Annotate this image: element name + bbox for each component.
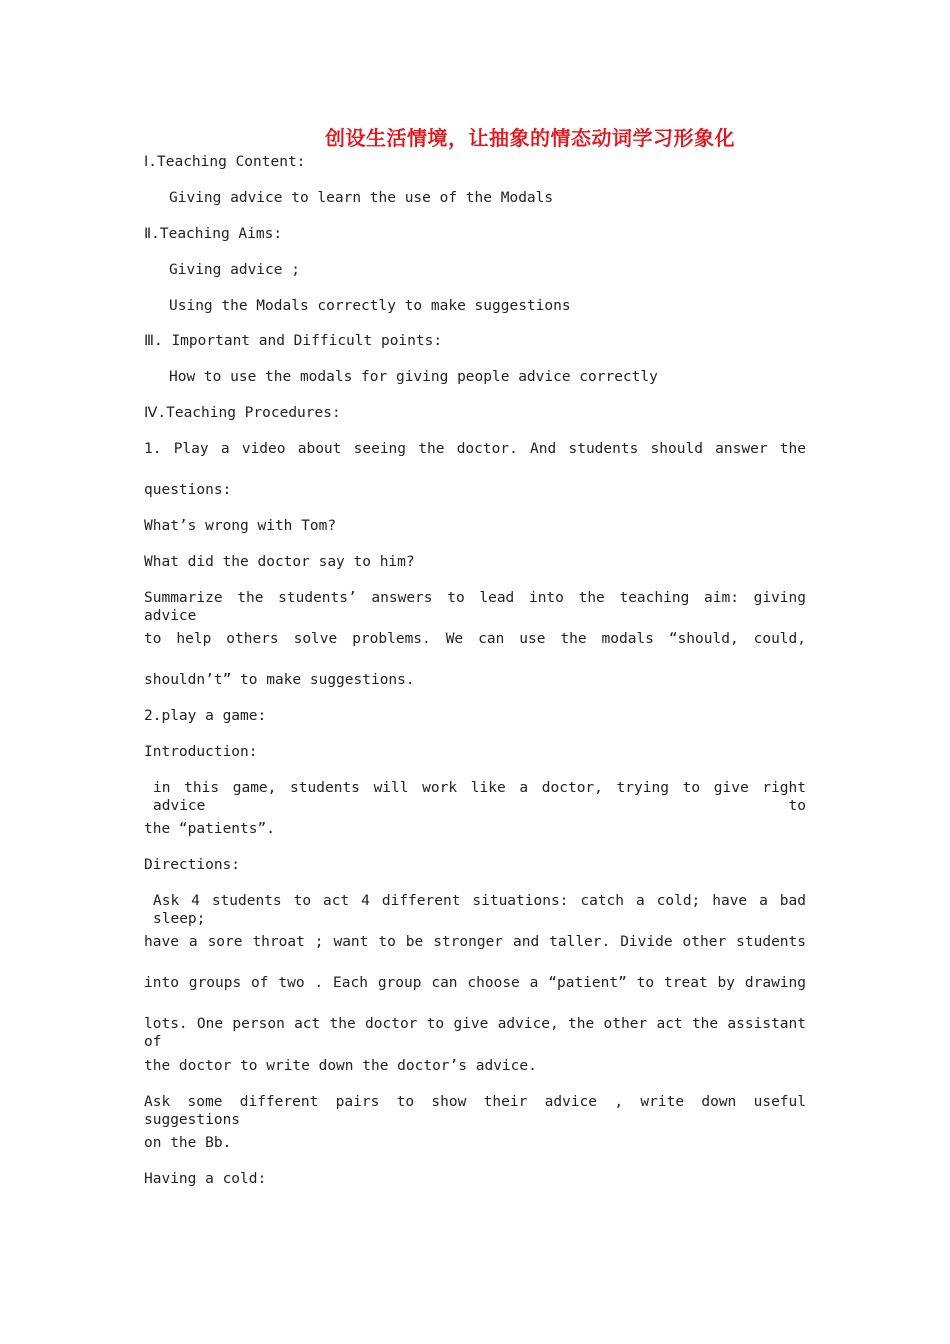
section-3-heading: Ⅲ. Important and Difficult points: bbox=[144, 333, 443, 349]
section-1-body: Giving advice to learn the use of the Modals bbox=[169, 190, 554, 206]
document-title: 创设生活情境，让抽象的情态动词学习形象化 bbox=[325, 126, 735, 150]
directions-line-4: lots. One person act the doctor to give advice, the other act the assistant of bbox=[144, 1016, 806, 1050]
directions-line-5: the doctor to write down the doctor’s advice. bbox=[144, 1058, 537, 1074]
section-4-heading: Ⅳ.Teaching Procedures: bbox=[144, 405, 341, 421]
summary-line-3: shouldn’t” to make suggestions. bbox=[144, 672, 415, 688]
step-1-line-2: questions: bbox=[144, 482, 232, 498]
section-3-body: How to use the modals for giving people advice correctly bbox=[169, 369, 658, 385]
directions-line-2: have a sore throat ; want to be stronger and taller. Divide other students bbox=[144, 934, 806, 950]
question-1: What’s wrong with Tom? bbox=[144, 518, 337, 534]
directions-line-3: into groups of two . Each group can choose a “patient” to treat by drawing bbox=[144, 975, 806, 991]
question-2: What did the doctor say to him? bbox=[144, 554, 415, 570]
having-a-cold-label: Having a cold: bbox=[144, 1171, 267, 1187]
directions-label: Directions: bbox=[144, 857, 241, 873]
step-2-heading: 2.play a game: bbox=[144, 708, 267, 724]
introduction-line-2: the “patients”. bbox=[144, 821, 275, 837]
aim-2: Using the Modals correctly to make suggestions bbox=[169, 298, 571, 314]
summary-line-1: Summarize the students’ answers to lead into the teaching aim: giving advice bbox=[144, 590, 806, 624]
introduction-line-1: in this game, students will work like a doctor, trying to give right advice to bbox=[153, 780, 806, 814]
aim-1: Giving advice ; bbox=[169, 262, 300, 278]
ask-line-2: on the Bb. bbox=[144, 1135, 232, 1151]
summary-line-2: to help others solve problems. We can use the modals “should, could, bbox=[144, 631, 806, 647]
introduction-label: Introduction: bbox=[144, 744, 258, 760]
directions-line-1: Ask 4 students to act 4 different situations: catch a cold; have a bad sleep; bbox=[153, 893, 806, 927]
section-2-heading: Ⅱ.Teaching Aims: bbox=[144, 226, 283, 242]
section-1-heading: Ⅰ.Teaching Content: bbox=[144, 154, 306, 170]
ask-line-1: Ask some different pairs to show their advice , write down useful suggestions bbox=[144, 1094, 806, 1128]
step-1-line-1: 1. Play a video about seeing the doctor. And students should answer the bbox=[144, 441, 806, 457]
